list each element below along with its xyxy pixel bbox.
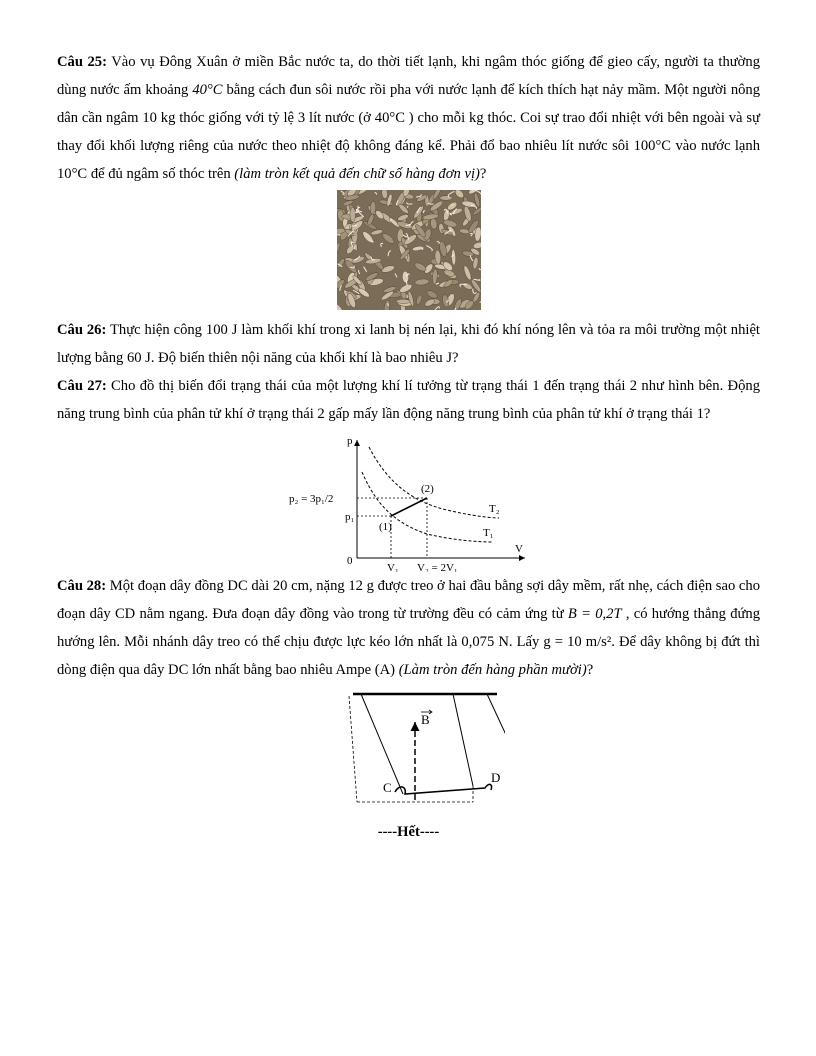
question-27-label: Câu 27: (57, 378, 107, 394)
v2-label: V₂ = 2V₁ (417, 562, 458, 572)
question-28-label: Câu 28: (57, 578, 107, 594)
v-axis-label: V (515, 543, 523, 555)
p2-label: p₂ = 3p₁/2 (289, 493, 334, 505)
hanging-wire-diagram (345, 690, 505, 818)
pv-diagram (287, 432, 527, 572)
question-28: Câu 28: Một đoạn dây đồng DC dài 20 cm, nặng 12 g được treo ở hai đầu bằng sợi dây mềm, rất nhẹ, cách điện sao cho đoạn dây CD nằm ngang. Đưa đoạn dây đồng vào trong từ trường đều có cảm ứng từ B = 0,2T , có hướng thẳng đứng hướng lên. Mỗi nhánh dây treo có thể chịu được lực kéo lớn nhất là 0,075 N. Lấy g = 10 m/s². Để dây không bị đứt thì dòng điện qua dây DC lớn nhất bằng bao nhiêu Ampe (A) (Làm tròn đến hàng phần mười)? (57, 578, 761, 678)
rice-seed-photo (337, 190, 481, 310)
question-25-label: Câu 25: (57, 54, 107, 70)
right-thread (487, 694, 505, 780)
question-27: Câu 27: Cho đồ thị biến đổi trạng thái của một lượng khí lí tưởng từ trạng thái 1 đến trạng thái 2 như hình bên. Động năng trung bình của phân tử khí ở trạng thái 2 gấp mấy lần động năng trung bình của phân tử khí ở trạng thái 1? (57, 378, 760, 422)
p1-label: p₁ (345, 511, 355, 523)
question-26-label: Câu 26: (57, 322, 107, 338)
left-thread-dashed (349, 696, 357, 802)
origin-label: 0 (347, 555, 353, 567)
question-25: Câu 25: Vào vụ Đông Xuân ở miền Bắc nước ta, do thời tiết lạnh, khi ngâm thóc giống để gieo cấy, người ta thường dùng nước ấm khoảng 40°C bằng cách đun sôi nước rồi pha với nước lạnh để kích thích hạt nảy mầm. Một người nông dân cần ngâm 10 kg thóc giống với tỷ lệ 3 lít nước (ở 40°C ) cho mỗi kg thóc. Coi sự trao đổi nhiệt với bên ngoài và sự thay đổi khối lượng riêng của nước theo nhiệt độ không đáng kể. Phải đổ bao nhiêu lít nước sôi 100°C vào nước lạnh 10°C để đủ ngâm số thóc trên (làm tròn kết quả đến chữ số hàng đơn vị)? (57, 54, 761, 182)
wire-svg (345, 690, 505, 818)
c-label: C (383, 780, 392, 795)
b-label: B (421, 712, 430, 727)
isotherm-t2 (369, 447, 499, 518)
state-1-label: (1) (379, 521, 392, 533)
p-axis-label: p (347, 435, 353, 447)
wire-cd (395, 784, 492, 794)
question-26: Câu 26: Thực hiện công 100 J làm khối khí trong xi lanh bị nén lại, khi đó khí nóng lên và tỏa ra môi trường một nhiệt lượng bằng 60 J. Độ biến thiên nội năng của khối khí là bao nhiêu J? (57, 322, 760, 366)
sprouted-rice-image (337, 190, 481, 310)
d-label: D (491, 770, 501, 785)
pv-graph-svg (287, 432, 527, 572)
t2-label: T₂ (489, 503, 500, 515)
v1-label: V₁ (387, 562, 399, 572)
right-thread-inner (453, 694, 473, 786)
t1-label: T₁ (483, 527, 494, 539)
exam-page (57, 48, 760, 841)
state-2-label: (2) (421, 483, 434, 495)
process-line (391, 498, 427, 516)
left-thread-front (361, 694, 403, 794)
end-marker: ----Hết---- (377, 824, 440, 840)
